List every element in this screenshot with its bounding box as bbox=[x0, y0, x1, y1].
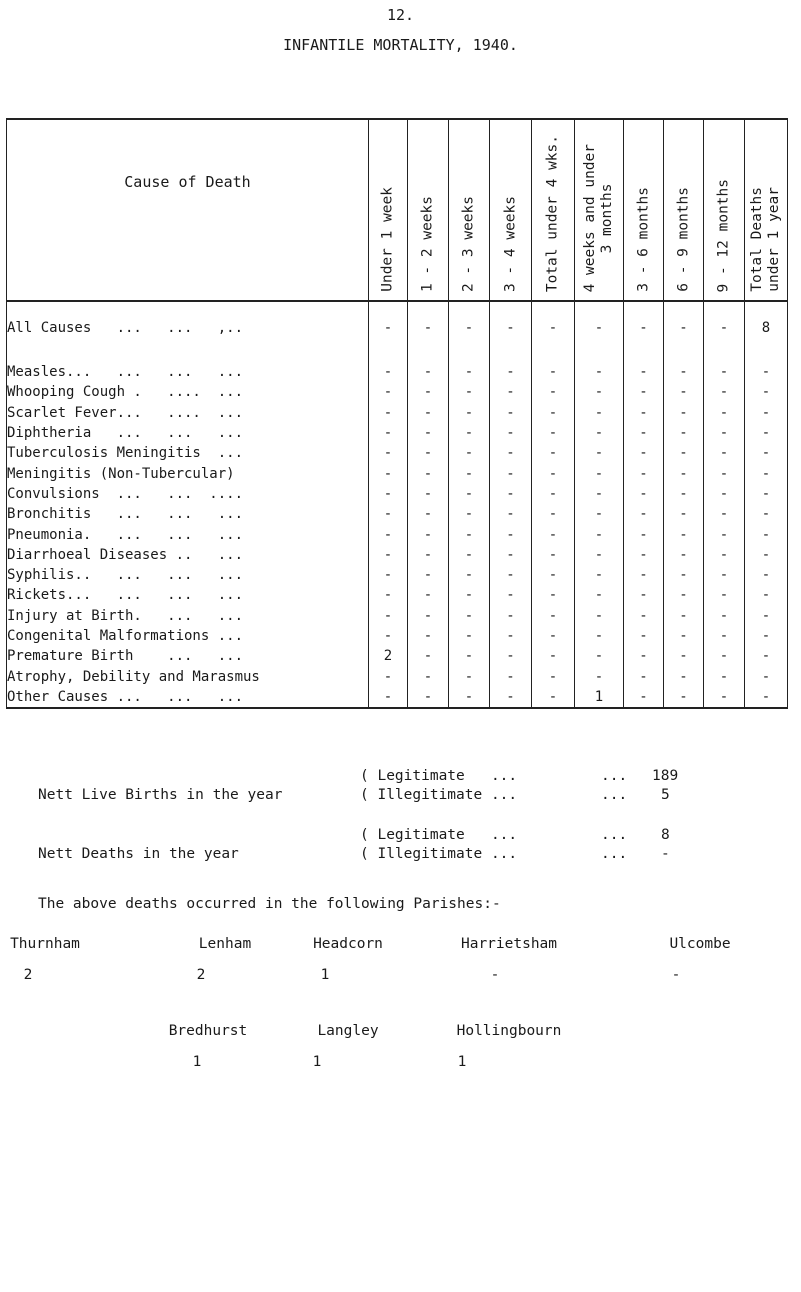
cause-cell: Pneumonia. ... ... ... bbox=[7, 524, 369, 544]
value-cell: - bbox=[745, 403, 788, 423]
value-cell: - bbox=[532, 403, 575, 423]
table-header-row bbox=[7, 119, 788, 301]
value-cell: - bbox=[369, 382, 408, 402]
value-cell: - bbox=[532, 362, 575, 382]
value-cell: - bbox=[449, 423, 490, 443]
value-cell: - bbox=[449, 504, 490, 524]
table-row bbox=[7, 504, 788, 524]
parish-count: - bbox=[671, 967, 681, 983]
value-cell: - bbox=[624, 524, 664, 544]
table-row bbox=[7, 524, 788, 544]
age-header-2-3-weeks: 2 - 3 weeks bbox=[449, 119, 490, 301]
value-cell: - bbox=[664, 666, 704, 686]
parish-count: - bbox=[490, 967, 500, 983]
value-cell: - bbox=[532, 666, 575, 686]
table-row bbox=[7, 443, 788, 463]
value-cell: - bbox=[449, 443, 490, 463]
value-cell: - bbox=[575, 524, 624, 544]
value-cell: - bbox=[532, 484, 575, 504]
infantile-mortality-table bbox=[6, 118, 788, 709]
age-header-4-weeks-3-months: 4 weeks and under 3 months bbox=[575, 119, 624, 301]
value-cell: - bbox=[532, 687, 575, 708]
value-cell: - bbox=[745, 585, 788, 605]
value-cell: - bbox=[575, 443, 624, 463]
value-cell: - bbox=[624, 585, 664, 605]
value-cell: - bbox=[369, 463, 408, 483]
value-cell: - bbox=[664, 443, 704, 463]
value-cell: - bbox=[704, 403, 745, 423]
value-cell: - bbox=[575, 606, 624, 626]
value-cell: - bbox=[704, 687, 745, 708]
value-cell: - bbox=[532, 626, 575, 646]
value-cell: - bbox=[624, 423, 664, 443]
cause-cell: Scarlet Fever... .... ... bbox=[7, 403, 369, 423]
value-cell: - bbox=[490, 565, 532, 585]
value-cell: - bbox=[575, 666, 624, 686]
parish-name: Hollingbourn bbox=[456, 1023, 562, 1039]
value-cell: 2 bbox=[369, 646, 408, 666]
parish-count: 1 bbox=[320, 967, 330, 983]
spacer-cell bbox=[575, 342, 624, 362]
value-cell: - bbox=[490, 504, 532, 524]
spacer-cell bbox=[408, 342, 449, 362]
value-cell: - bbox=[575, 423, 624, 443]
value-cell: - bbox=[532, 565, 575, 585]
value-cell: - bbox=[664, 565, 704, 585]
spacer-cell bbox=[449, 342, 490, 362]
value-cell: - bbox=[449, 646, 490, 666]
value-cell: - bbox=[408, 463, 449, 483]
value-cell: - bbox=[449, 585, 490, 605]
value-cell: - bbox=[664, 362, 704, 382]
value-cell: - bbox=[664, 545, 704, 565]
value-cell: - bbox=[624, 362, 664, 382]
deaths-legitimate-label: ( Legitimate ... bbox=[360, 827, 518, 843]
value-cell: - bbox=[408, 301, 449, 342]
value-cell: - bbox=[369, 545, 408, 565]
deaths-illegitimate-value: - bbox=[661, 846, 670, 862]
age-header-total-under-4-weeks: Total under 4 wks. bbox=[532, 119, 575, 301]
value-cell: - bbox=[449, 524, 490, 544]
births-illegitimate-label: ( Illegitimate ... bbox=[360, 787, 518, 803]
value-cell: - bbox=[704, 362, 745, 382]
spacer-cell bbox=[369, 342, 408, 362]
value-cell: - bbox=[532, 545, 575, 565]
value-cell: - bbox=[745, 423, 788, 443]
value-cell: - bbox=[664, 382, 704, 402]
value-cell: - bbox=[624, 382, 664, 402]
value-cell: - bbox=[449, 484, 490, 504]
value-cell: - bbox=[745, 666, 788, 686]
spacer-cell bbox=[664, 342, 704, 362]
spacer-cell bbox=[7, 342, 369, 362]
spacer-cell bbox=[624, 342, 664, 362]
value-cell: - bbox=[704, 382, 745, 402]
value-cell: - bbox=[408, 504, 449, 524]
cause-cell: Convulsions ... ... .... bbox=[7, 484, 369, 504]
value-cell: - bbox=[449, 301, 490, 342]
value-cell: - bbox=[704, 524, 745, 544]
parish-name: Headcorn bbox=[313, 936, 383, 952]
value-cell: - bbox=[408, 565, 449, 585]
value-cell: - bbox=[369, 403, 408, 423]
value-cell: - bbox=[408, 687, 449, 708]
value-cell: - bbox=[575, 626, 624, 646]
value-cell: - bbox=[408, 545, 449, 565]
value-cell: - bbox=[745, 463, 788, 483]
cause-cell: Diarrhoeal Diseases .. ... bbox=[7, 545, 369, 565]
value-cell: - bbox=[575, 403, 624, 423]
value-cell: - bbox=[490, 606, 532, 626]
table-row bbox=[7, 585, 788, 605]
value-cell: - bbox=[624, 565, 664, 585]
age-header-3-4-weeks: 3 - 4 weeks bbox=[490, 119, 532, 301]
value-cell: - bbox=[664, 524, 704, 544]
value-cell: - bbox=[449, 687, 490, 708]
value-cell: - bbox=[490, 484, 532, 504]
value-cell: - bbox=[745, 504, 788, 524]
value-cell: - bbox=[664, 301, 704, 342]
value-cell: - bbox=[704, 504, 745, 524]
table-row bbox=[7, 565, 788, 585]
parish-name: Bredhurst bbox=[168, 1023, 248, 1039]
value-cell: - bbox=[449, 463, 490, 483]
value-cell: - bbox=[408, 626, 449, 646]
value-cell: - bbox=[408, 484, 449, 504]
cause-cell: All Causes ... ... ,.. bbox=[7, 301, 369, 342]
value-cell: - bbox=[745, 443, 788, 463]
value-cell: - bbox=[490, 403, 532, 423]
parish-name: Lenham bbox=[198, 936, 252, 952]
table-row bbox=[7, 403, 788, 423]
value-cell: - bbox=[664, 585, 704, 605]
value-cell: - bbox=[490, 585, 532, 605]
spacer-cell bbox=[490, 342, 532, 362]
page-number: 12. bbox=[386, 6, 415, 24]
value-cell: - bbox=[575, 484, 624, 504]
age-header-9-12-months: 9 - 12 months bbox=[704, 119, 745, 301]
parish-count: 1 bbox=[457, 1054, 467, 1070]
value-cell: - bbox=[532, 443, 575, 463]
value-cell: - bbox=[624, 646, 664, 666]
value-cell: - bbox=[624, 666, 664, 686]
value-cell: - bbox=[532, 463, 575, 483]
value-cell: - bbox=[490, 646, 532, 666]
value-cell: - bbox=[624, 504, 664, 524]
value-cell: 1 bbox=[575, 687, 624, 708]
age-header-6-9-months: 6 - 9 months bbox=[664, 119, 704, 301]
table-spacer-row bbox=[7, 342, 788, 362]
value-cell: - bbox=[449, 606, 490, 626]
deaths-legitimate-value: 8 bbox=[661, 827, 670, 843]
value-cell: - bbox=[624, 301, 664, 342]
value-cell: - bbox=[369, 443, 408, 463]
value-cell: - bbox=[624, 484, 664, 504]
value-cell: - bbox=[575, 463, 624, 483]
value-cell: - bbox=[532, 524, 575, 544]
value-cell: - bbox=[408, 403, 449, 423]
value-cell: - bbox=[664, 687, 704, 708]
table-row bbox=[7, 626, 788, 646]
table-row bbox=[7, 484, 788, 504]
cause-cell: Measles... ... ... ... bbox=[7, 362, 369, 382]
value-cell: - bbox=[624, 626, 664, 646]
value-cell: - bbox=[408, 524, 449, 544]
value-cell: - bbox=[664, 463, 704, 483]
births-legitimate-label: ( Legitimate ... bbox=[360, 768, 518, 784]
value-cell: - bbox=[369, 362, 408, 382]
value-cell: - bbox=[490, 626, 532, 646]
cause-cell: Meningitis (Non-Tubercular) bbox=[7, 463, 369, 483]
table-row bbox=[7, 463, 788, 483]
value-cell: - bbox=[745, 524, 788, 544]
value-cell: - bbox=[408, 382, 449, 402]
value-cell: - bbox=[575, 362, 624, 382]
value-cell: - bbox=[624, 687, 664, 708]
value-cell: - bbox=[490, 545, 532, 565]
value-cell: - bbox=[369, 524, 408, 544]
value-cell: - bbox=[532, 585, 575, 605]
value-cell: - bbox=[408, 443, 449, 463]
value-cell: - bbox=[449, 545, 490, 565]
age-header-under-1-week: Under 1 week bbox=[369, 119, 408, 301]
value-cell: - bbox=[490, 443, 532, 463]
value-cell: - bbox=[532, 504, 575, 524]
cause-cell: Other Causes ... ... ... bbox=[7, 687, 369, 708]
value-cell: - bbox=[532, 301, 575, 342]
births-label: Nett Live Births in the year bbox=[38, 787, 283, 803]
cause-cell: Injury at Birth. ... ... bbox=[7, 606, 369, 626]
value-cell: - bbox=[532, 606, 575, 626]
value-cell: - bbox=[369, 504, 408, 524]
table-row bbox=[7, 301, 788, 342]
value-cell: - bbox=[490, 423, 532, 443]
value-cell: - bbox=[575, 646, 624, 666]
value-cell: - bbox=[624, 463, 664, 483]
table-row bbox=[7, 606, 788, 626]
value-cell: - bbox=[704, 565, 745, 585]
parish-count: 2 bbox=[196, 967, 206, 983]
births-legitimate-dots: ... bbox=[601, 768, 628, 784]
value-cell: - bbox=[408, 423, 449, 443]
deaths-legitimate-dots: ... bbox=[601, 827, 628, 843]
cause-cell: Congenital Malformations ... bbox=[7, 626, 369, 646]
value-cell: - bbox=[449, 403, 490, 423]
parish-name: Langley bbox=[317, 1023, 379, 1039]
cause-cell: Bronchitis ... ... ... bbox=[7, 504, 369, 524]
value-cell: - bbox=[704, 585, 745, 605]
value-cell: - bbox=[745, 545, 788, 565]
value-cell: - bbox=[704, 666, 745, 686]
value-cell: - bbox=[532, 646, 575, 666]
value-cell: - bbox=[704, 301, 745, 342]
value-cell: - bbox=[664, 626, 704, 646]
value-cell: - bbox=[624, 545, 664, 565]
table-row bbox=[7, 423, 788, 443]
value-cell: - bbox=[369, 626, 408, 646]
age-header-1-2-weeks: 1 - 2 weeks bbox=[408, 119, 449, 301]
value-cell: - bbox=[408, 362, 449, 382]
value-cell: - bbox=[369, 301, 408, 342]
value-cell: - bbox=[745, 362, 788, 382]
value-cell: - bbox=[490, 362, 532, 382]
spacer-cell bbox=[532, 342, 575, 362]
value-cell: - bbox=[490, 463, 532, 483]
value-cell: - bbox=[490, 666, 532, 686]
table-row bbox=[7, 666, 788, 686]
value-cell: - bbox=[369, 484, 408, 504]
value-cell: - bbox=[369, 606, 408, 626]
value-cell: - bbox=[704, 646, 745, 666]
value-cell: - bbox=[704, 626, 745, 646]
table-row bbox=[7, 646, 788, 666]
value-cell: - bbox=[745, 606, 788, 626]
value-cell: - bbox=[490, 301, 532, 342]
parish-name: Harrietsham bbox=[460, 936, 558, 952]
parishes-intro: The above deaths occurred in the following Parishes:- bbox=[38, 896, 501, 912]
cause-cell: Atrophy, Debility and Marasmus bbox=[7, 666, 369, 686]
age-header-total-under-1-year: Total Deaths under 1 year bbox=[745, 119, 788, 301]
births-illegitimate-dots: ... bbox=[601, 787, 628, 803]
value-cell: - bbox=[575, 585, 624, 605]
value-cell: - bbox=[575, 545, 624, 565]
value-cell: - bbox=[745, 687, 788, 708]
value-cell: - bbox=[575, 565, 624, 585]
parish-count: 2 bbox=[23, 967, 33, 983]
value-cell: - bbox=[745, 484, 788, 504]
parish-count: 1 bbox=[192, 1054, 202, 1070]
parish-count: 1 bbox=[312, 1054, 322, 1070]
table-row bbox=[7, 687, 788, 708]
value-cell: - bbox=[532, 382, 575, 402]
value-cell: - bbox=[624, 403, 664, 423]
age-header-3-6-months: 3 - 6 months bbox=[624, 119, 664, 301]
value-cell: - bbox=[745, 565, 788, 585]
value-cell: - bbox=[449, 626, 490, 646]
value-cell: - bbox=[664, 606, 704, 626]
value-cell: - bbox=[532, 423, 575, 443]
value-cell: 8 bbox=[745, 301, 788, 342]
cause-column-header: Cause of Death bbox=[7, 119, 369, 301]
value-cell: - bbox=[408, 646, 449, 666]
cause-cell: Whooping Cough . .... ... bbox=[7, 382, 369, 402]
value-cell: - bbox=[704, 606, 745, 626]
value-cell: - bbox=[449, 666, 490, 686]
value-cell: - bbox=[369, 585, 408, 605]
deaths-illegitimate-label: ( Illegitimate ... bbox=[360, 846, 518, 862]
value-cell: - bbox=[704, 443, 745, 463]
value-cell: - bbox=[369, 565, 408, 585]
value-cell: - bbox=[369, 423, 408, 443]
value-cell: - bbox=[490, 382, 532, 402]
cause-cell: Rickets... ... ... ... bbox=[7, 585, 369, 605]
value-cell: - bbox=[704, 423, 745, 443]
table-row bbox=[7, 362, 788, 382]
value-cell: - bbox=[745, 646, 788, 666]
value-cell: - bbox=[704, 484, 745, 504]
value-cell: - bbox=[745, 626, 788, 646]
births-legitimate-value: 189 bbox=[652, 768, 679, 784]
value-cell: - bbox=[575, 301, 624, 342]
births-illegitimate-value: 5 bbox=[661, 787, 670, 803]
cause-cell: Syphilis.. ... ... ... bbox=[7, 565, 369, 585]
value-cell: - bbox=[369, 687, 408, 708]
value-cell: - bbox=[704, 545, 745, 565]
deaths-label: Nett Deaths in the year bbox=[38, 846, 239, 862]
value-cell: - bbox=[408, 606, 449, 626]
table-row bbox=[7, 382, 788, 402]
value-cell: - bbox=[449, 382, 490, 402]
value-cell: - bbox=[449, 362, 490, 382]
value-cell: - bbox=[449, 565, 490, 585]
spacer-cell bbox=[704, 342, 745, 362]
value-cell: - bbox=[664, 646, 704, 666]
parish-name: Ulcombe bbox=[669, 936, 731, 952]
value-cell: - bbox=[490, 687, 532, 708]
value-cell: - bbox=[408, 666, 449, 686]
value-cell: - bbox=[745, 382, 788, 402]
value-cell: - bbox=[664, 484, 704, 504]
cause-cell: Diphtheria ... ... ... bbox=[7, 423, 369, 443]
value-cell: - bbox=[664, 403, 704, 423]
value-cell: - bbox=[624, 606, 664, 626]
cause-cell: Premature Birth ... ... bbox=[7, 646, 369, 666]
table-row bbox=[7, 545, 788, 565]
parish-name: Thurnham bbox=[10, 936, 80, 952]
value-cell: - bbox=[664, 423, 704, 443]
value-cell: - bbox=[664, 504, 704, 524]
cause-cell: Tuberculosis Meningitis ... bbox=[7, 443, 369, 463]
value-cell: - bbox=[624, 443, 664, 463]
page-title: INFANTILE MORTALITY, 1940. bbox=[283, 36, 518, 54]
value-cell: - bbox=[575, 504, 624, 524]
value-cell: - bbox=[704, 463, 745, 483]
value-cell: - bbox=[490, 524, 532, 544]
value-cell: - bbox=[575, 382, 624, 402]
spacer-cell bbox=[745, 342, 788, 362]
value-cell: - bbox=[408, 585, 449, 605]
deaths-illegitimate-dots: ... bbox=[601, 846, 628, 862]
value-cell: - bbox=[369, 666, 408, 686]
